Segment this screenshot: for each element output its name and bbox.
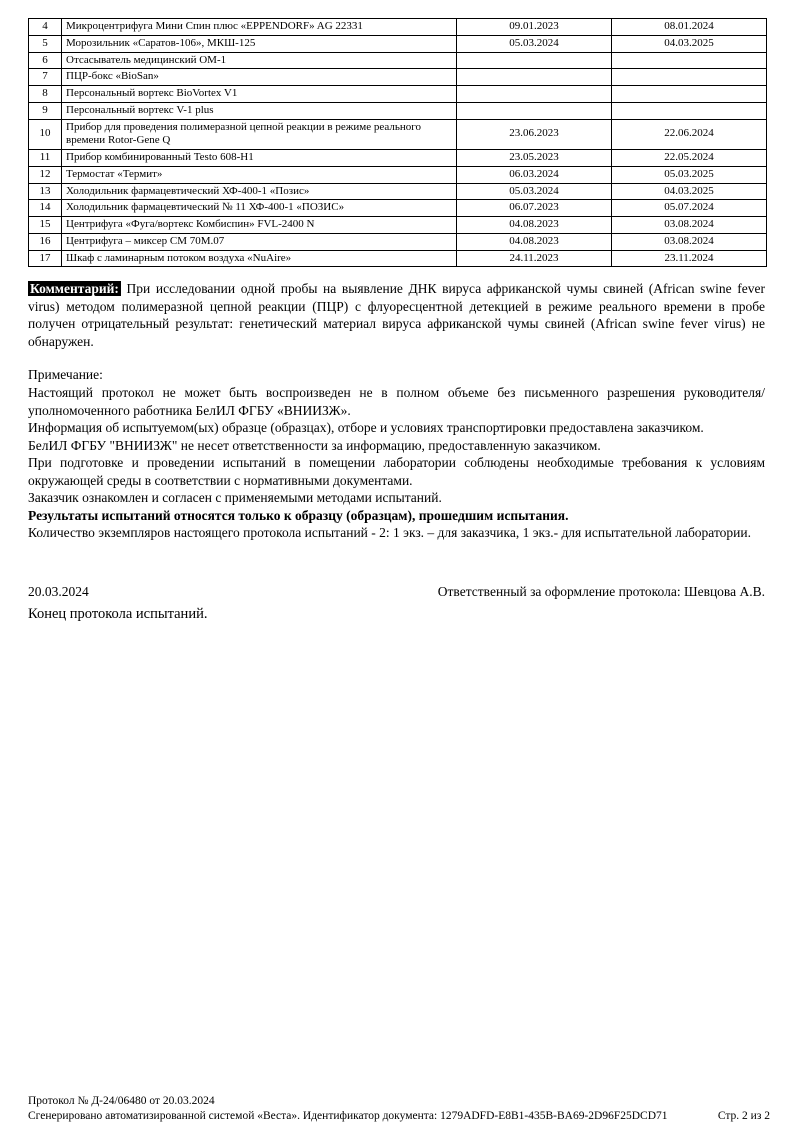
note-line: Настоящий протокол не может быть воспроизведен не в полном объеме без письменного разрешения руководителя/уполномоченного работника БелИЛ ФГБУ «ВНИИЗЖ». (28, 384, 765, 418)
table-cell-date2 (612, 69, 767, 86)
table-cell-date1 (457, 102, 612, 119)
footer-protocol-number: Протокол № Д-24/06480 от 20.03.2024 (28, 1095, 215, 1108)
table-row (29, 217, 767, 234)
table-cell-date2: 04.03.2025 (612, 183, 767, 200)
table-cell-num: 6 (29, 52, 62, 69)
comment-label: Комментарий: (30, 281, 119, 297)
table-row (29, 233, 767, 250)
footer-document-id: Сгенерировано автоматизированной системой «Веста». Идентификатор документа: 1279ADFD-E8B1-435B-BA69-2D96F25DCD71 (28, 1110, 668, 1123)
table-cell-name: Морозильник «Саратов-106», МКШ-125 (62, 35, 457, 52)
table-row (29, 35, 767, 52)
table-cell-date2: 22.06.2024 (612, 119, 767, 150)
table-cell-date2: 03.08.2024 (612, 233, 767, 250)
table-cell-date1 (457, 69, 612, 86)
table-row (29, 150, 767, 167)
table-cell-name: Центрифуга – миксер СМ 70М.07 (62, 233, 457, 250)
comment-text: При исследовании одной пробы на выявление ДНК вируса африканской чумы свиней (African swine fever virus) методом полимеразной цепной реакции (ПЦР) с флуоресцентной детекцией в режиме реального времени в пробе получен отрицательный результат: генетический материал вируса африканской чумы свиней (African swine fever virus) не обнаружен. (28, 281, 765, 349)
table-cell-date2: 05.07.2024 (612, 200, 767, 217)
table-cell-num: 10 (29, 119, 62, 150)
equipment-table (28, 18, 767, 267)
table-cell-num: 12 (29, 166, 62, 183)
table-cell-date2 (612, 52, 767, 69)
table-cell-num: 17 (29, 250, 62, 267)
note-line: При подготовке и проведении испытаний в помещении лаборатории соблюдены необходимые требования к условиям окружающей среды в соответствии с нормативными документами. (28, 455, 765, 488)
note-line: Заказчик ознакомлен и согласен с применяемыми методами испытаний. (28, 490, 442, 506)
table-cell-name: Шкаф с ламинарным потоком воздуха «NuAire» (62, 250, 457, 267)
table-cell-date1: 05.03.2024 (457, 183, 612, 200)
table-row (29, 52, 767, 69)
end-of-protocol: Конец протокола испытаний. (28, 605, 208, 622)
table-cell-name: Холодильник фармацевтический ХФ-400-1 «Позис» (62, 183, 457, 200)
table-cell-date2: 08.01.2024 (612, 19, 767, 36)
signature-row (28, 584, 765, 600)
note-line: Количество экземпляров настоящего протокола испытаний - 2: 1 экз. – для заказчика, 1 экз.- для испытательной лаборатории. (28, 525, 751, 541)
table-row (29, 69, 767, 86)
table-cell-date2: 03.08.2024 (612, 217, 767, 234)
table-row (29, 102, 767, 119)
note-line: БелИЛ ФГБУ "ВНИИЗЖ" не несет ответственности за информацию, предоставленную заказчиком. (28, 437, 601, 453)
table-cell-date1: 04.08.2023 (457, 217, 612, 234)
page-footer (28, 1094, 770, 1124)
table-cell-date1: 23.05.2023 (457, 150, 612, 167)
notes-title: Примечание: (28, 367, 103, 383)
table-cell-date1: 09.01.2023 (457, 19, 612, 36)
table-cell-date1 (457, 86, 612, 103)
table-cell-date1: 24.11.2023 (457, 250, 612, 267)
table-cell-name: Персональный вортекс BioVortex V1 (62, 86, 457, 103)
page-number: Стр. 2 из 2 (717, 1110, 770, 1123)
table-cell-num: 9 (29, 102, 62, 119)
table-cell-name: Персональный вортекс V-1 plus (62, 102, 457, 119)
table-cell-name: Прибор для проведения полимеразной цепной реакции в режиме реального времени Rotor-Gene Q (62, 119, 457, 150)
table-cell-date1: 06.07.2023 (457, 200, 612, 217)
table-cell-date2: 05.03.2025 (612, 166, 767, 183)
table-cell-date2: 23.11.2024 (612, 250, 767, 267)
table-cell-name: Центрифуга «Фуга/вортекс Комбиспин» FVL-2400 N (62, 217, 457, 234)
responsible-person: Ответственный за оформление протокола: Шевцова А.В. (437, 583, 765, 599)
table-cell-name: ПЦР-бокс «BioSan» (62, 69, 457, 86)
table-cell-date1: 06.03.2024 (457, 166, 612, 183)
table-cell-num: 8 (29, 86, 62, 103)
note-line-bold: Результаты испытаний относятся только к образцу (образцам), прошедшим испытания. (28, 507, 569, 523)
notes-block (28, 366, 765, 541)
table-cell-date1 (457, 52, 612, 69)
table-cell-name: Холодильник фармацевтический № 11 ХФ-400-1 «ПОЗИС» (62, 200, 457, 217)
table-row (29, 119, 767, 150)
table-cell-name: Микроцентрифуга Мини Спин плюс «EPPENDORF» AG 22331 (62, 19, 457, 36)
table-row (29, 86, 767, 103)
table-cell-date2 (612, 102, 767, 119)
table-cell-name: Прибор комбинированный Testo 608-H1 (62, 150, 457, 167)
table-cell-date1: 23.06.2023 (457, 119, 612, 150)
table-cell-num: 11 (29, 150, 62, 167)
table-row (29, 200, 767, 217)
table-cell-num: 15 (29, 217, 62, 234)
table-cell-name: Отсасыватель медицинский ОМ-1 (62, 52, 457, 69)
protocol-date: 20.03.2024 (28, 583, 89, 599)
table-cell-name: Термостат «Термит» (62, 166, 457, 183)
table-cell-num: 16 (29, 233, 62, 250)
equipment-table-body (29, 19, 767, 267)
table-row (29, 166, 767, 183)
table-row (29, 183, 767, 200)
table-row (29, 250, 767, 267)
table-row (29, 19, 767, 36)
table-cell-date2 (612, 86, 767, 103)
table-cell-num: 13 (29, 183, 62, 200)
table-cell-num: 14 (29, 200, 62, 217)
footer-generated-line (28, 1109, 770, 1124)
table-cell-date2: 22.05.2024 (612, 150, 767, 167)
table-cell-date1: 04.08.2023 (457, 233, 612, 250)
comment-paragraph (28, 280, 765, 350)
table-cell-num: 7 (29, 69, 62, 86)
note-line: Информация об испытуемом(ых) образце (образцах), отборе и условиях транспортировки предоставлена заказчиком. (28, 420, 704, 436)
table-cell-num: 4 (29, 19, 62, 36)
table-cell-date1: 05.03.2024 (457, 35, 612, 52)
table-cell-date2: 04.03.2025 (612, 35, 767, 52)
table-cell-num: 5 (29, 35, 62, 52)
